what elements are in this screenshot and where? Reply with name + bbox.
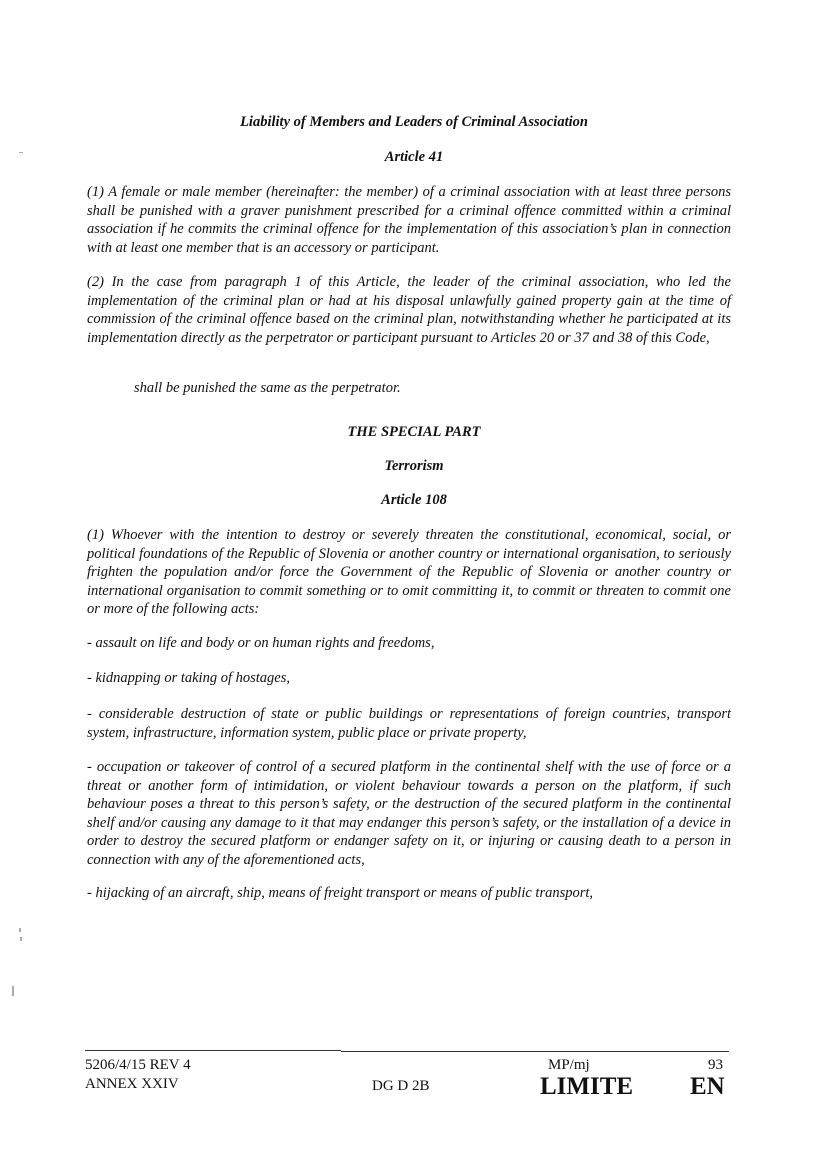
footer-rule-left — [85, 1050, 341, 1051]
footer-language: EN — [690, 1073, 725, 1100]
terrorism-heading: Terrorism — [384, 458, 444, 474]
bullet-item: - occupation or takeover of control of a secured platform in the continental shelf with the use of force or a threat or another form of intimidation, or violent behaviour towards a person on the platform, if such behaviour poses a threat to this person’s safety, or the destruction of the secured platform in the continental shelf and/or causing any damage to it that may endanger this person’s safety, or the installation of a device in order to destroy the secured platform or endanger safety on it, or injuring or causing death to a person in connection with any of the aforementioned acts, — [87, 759, 731, 868]
footer-initials: MP/mj — [548, 1057, 590, 1073]
section-heading: Liability of Members and Leaders of Criminal Association — [240, 114, 588, 130]
bullet-item: - kidnapping or taking of hostages, — [87, 670, 290, 686]
article-41-paragraph-1: (1) A female or male member (hereinafter: the member) of a criminal association with at least three persons shall be punished with a graver punishment prescribed for a criminal offence committed within a criminal association if he commits the criminal offence for the implementation of this association’s plan in connection with at least one member that is an accessory or participant. — [87, 184, 731, 256]
footer-dg: DG D 2B — [372, 1078, 430, 1094]
article-41-paragraph-2: (2) In the case from paragraph 1 of this Article, the leader of the criminal association, who led the implementation of the criminal plan or had at his disposal unlawfully gained property gain at the time of commission of the criminal offence based on the criminal plan, notwithstanding whether he participated at its implementation directly as the perpetrator or participant pursuant to Articles 20 or 37 and 38 of this Code, — [87, 274, 731, 346]
footer-page-number: 93 — [708, 1057, 723, 1073]
bullet-item: - considerable destruction of state or public buildings or representations of foreign countries, transport system, infrastructure, information system, public place or private property, — [87, 706, 731, 741]
footer-rule-right — [341, 1051, 729, 1052]
footer-annex: ANNEX XXIV — [85, 1076, 179, 1092]
bullet-item: - assault on life and body or on human rights and freedoms, — [87, 635, 435, 651]
scan-speck — [20, 937, 22, 941]
article-108-paragraph-1: (1) Whoever with the intention to destroy or severely threaten the constitutional, economical, social, or political foundations of the Republic of Slovenia or another country or international organisation, to seriously frighten the population and/or force the Government of the Republic of Slovenia or another country or international organisation to commit something or to omit committing it, to commit or threaten to commit one or more of the following acts: — [87, 527, 731, 618]
special-part-heading: THE SPECIAL PART — [347, 424, 481, 440]
scan-speck — [19, 152, 23, 153]
article-41-heading: Article 41 — [384, 149, 444, 165]
scan-speck — [12, 986, 14, 996]
footer-doc-ref: 5206/4/15 REV 4 — [85, 1057, 191, 1073]
scan-speck — [19, 928, 21, 932]
bullet-item: - hijacking of an aircraft, ship, means of freight transport or means of public transport, — [87, 885, 594, 901]
footer-classification: LIMITE — [540, 1073, 634, 1100]
article-108-heading: Article 108 — [381, 492, 447, 508]
article-41-paragraph-3: shall be punished the same as the perpetrator. — [134, 380, 401, 396]
